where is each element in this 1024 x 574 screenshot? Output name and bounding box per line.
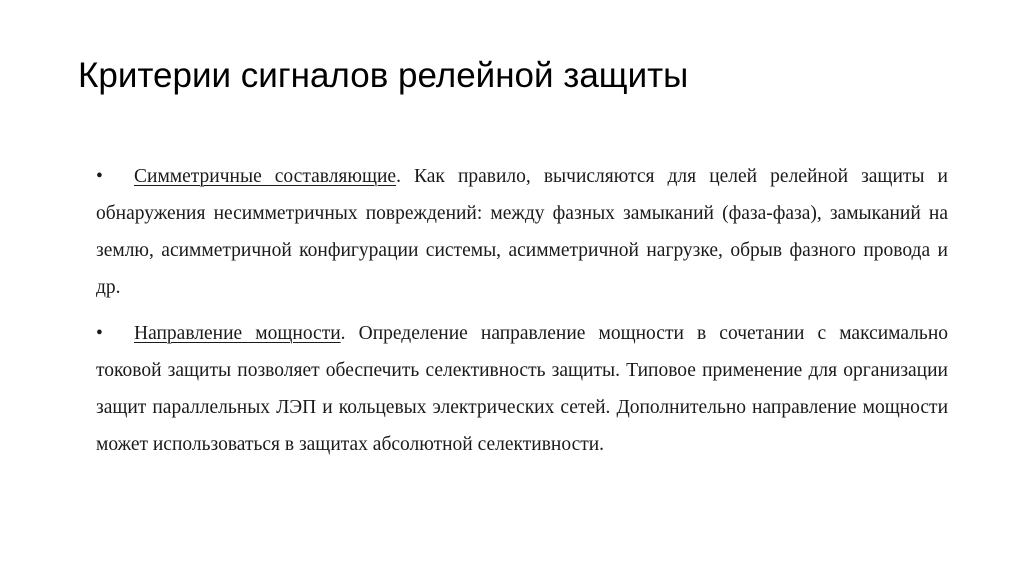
- bullet-item-symmetric-components: [96, 158, 948, 306]
- bullet-text: . Определение направление мощности в сочетании с максимально токовой защиты позволяет обеспечить селективность защиты. Типовое применение для организации защит параллельных ЛЭП и кольцевых электрических сетей. Дополнительно направление мощности может использоваться в защитах абсолютной селективности.: [96, 323, 948, 455]
- bullet-item-power-direction: [96, 315, 948, 463]
- bullet-term: Направление мощности: [134, 323, 341, 344]
- bullet-text: . Как правило, вычисляются для целей релейной защиты и обнаружения несимметричных повреждений: между фазных замыканий (фаза-фаза), замыканий на землю, асимметричной конфигурации системы, асимметричной нагрузке, обрыв фазного провода и др.: [96, 166, 948, 298]
- slide-title: Критерии сигналов релейной защиты: [78, 56, 689, 95]
- bullet-term: Симметричные составляющие: [134, 166, 397, 187]
- bullet-marker: •: [96, 166, 103, 187]
- bullet-list: [96, 158, 948, 472]
- bullet-marker: •: [96, 323, 103, 344]
